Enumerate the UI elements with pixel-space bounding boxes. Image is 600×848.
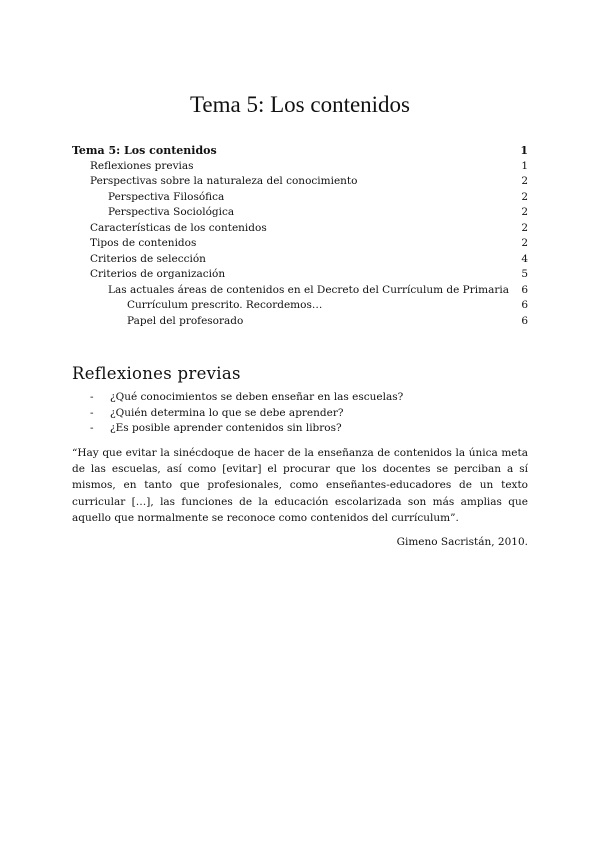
quote-paragraph: “Hay que evitar la sinécdoque de hacer de la enseñanza de contenidos la única meta de las escuelas, así como [evitar] el procurar que los docentes se perciban a sí mismos, en tanto que profesionales, como enseñantes-educadores de un texto curricular […], las funciones de la educación escolarizada son más amplias que aquello que normalmente se reconoce como contenidos del currículum”. xyxy=(72,447,528,524)
toc-entry[interactable] xyxy=(72,236,528,252)
list-item-text: ¿Es posible aprender contenidos sin libros? xyxy=(110,422,342,434)
toc-entry-page: 2 xyxy=(521,221,528,234)
toc-entry[interactable] xyxy=(72,205,528,221)
list-item xyxy=(72,406,403,422)
bullet-marker: - xyxy=(90,406,94,419)
list-item-text: ¿Quién determina lo que se debe aprender? xyxy=(110,406,344,419)
toc-entry-label: Criterios de selección xyxy=(90,252,206,265)
bullet-marker: - xyxy=(90,391,94,403)
page-title: Tema 5: Los contenidos xyxy=(189,92,411,117)
toc-entry-page: 2 xyxy=(521,206,528,218)
list-item xyxy=(72,390,403,406)
toc-entry-page: 5 xyxy=(521,268,528,280)
toc-entry-page: 6 xyxy=(521,314,528,327)
toc-entry-page: 6 xyxy=(521,299,528,311)
toc-entry-label: Perspectivas sobre la naturaleza del conocimiento xyxy=(90,175,358,187)
toc-entry-label: Tema 5: Los contenidos xyxy=(72,144,217,157)
toc-entry-label: Reflexiones previas xyxy=(90,159,194,172)
toc-entry[interactable] xyxy=(72,159,528,175)
section-heading: Reflexiones previas xyxy=(72,364,241,383)
citation: Gimeno Sacristán, 2010. xyxy=(396,536,528,548)
toc-entry-label: Criterios de organización xyxy=(90,268,226,280)
toc-entry-page: 2 xyxy=(521,175,528,187)
toc-entry-label: Currículum prescrito. Recordemos… xyxy=(127,299,323,311)
toc-entry-label: Tipos de contenidos xyxy=(90,237,197,249)
toc-entry[interactable] xyxy=(72,190,528,206)
toc-entry-label: Las actuales áreas de contenidos en el Decreto del Currículum de Primaria xyxy=(108,283,509,296)
toc-entry-page: 2 xyxy=(521,237,528,249)
toc-entry[interactable] xyxy=(72,143,528,159)
toc-entry[interactable] xyxy=(72,298,528,314)
toc-entry[interactable] xyxy=(72,252,528,268)
toc-entry-label: Características de los contenidos xyxy=(90,221,267,234)
toc-entry[interactable] xyxy=(72,314,528,330)
toc-entry-label: Perspectiva Sociológica xyxy=(108,206,235,218)
toc-entry-page: 1 xyxy=(521,159,528,172)
list-item-text: ¿Qué conocimientos se deben enseñar en las escuelas? xyxy=(110,391,404,403)
table-of-contents xyxy=(72,143,528,329)
toc-entry-page: 6 xyxy=(521,283,528,296)
bullet-marker: - xyxy=(90,422,94,434)
toc-entry-page: 2 xyxy=(521,190,528,203)
toc-entry-label: Perspectiva Filosófica xyxy=(108,190,225,203)
toc-entry-label: Papel del profesorado xyxy=(127,314,244,327)
list-item xyxy=(72,421,403,437)
question-list xyxy=(72,390,403,437)
toc-entry[interactable] xyxy=(72,174,528,190)
toc-entry[interactable] xyxy=(72,221,528,237)
toc-entry-page: 4 xyxy=(521,252,528,265)
toc-entry-page: 1 xyxy=(520,144,528,157)
toc-entry[interactable] xyxy=(72,283,528,299)
toc-entry[interactable] xyxy=(72,267,528,283)
